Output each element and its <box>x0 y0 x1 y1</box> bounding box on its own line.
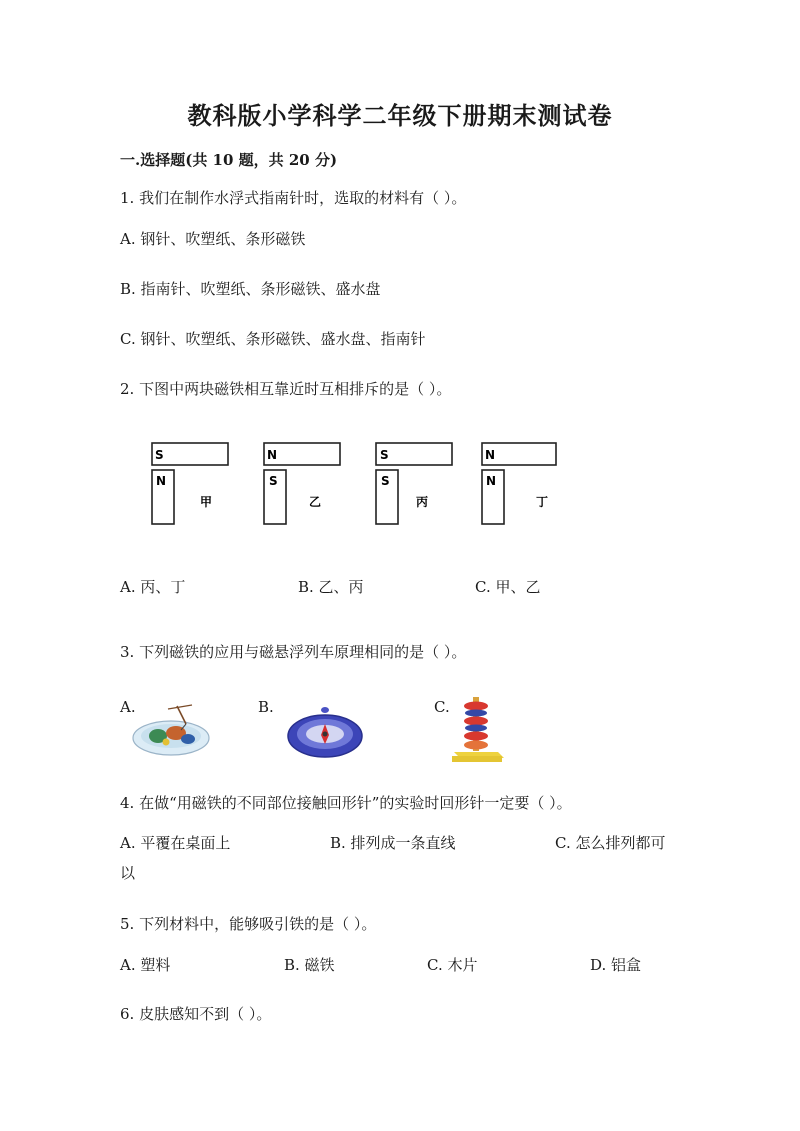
pole-top: S <box>155 448 164 462</box>
q5-option-c: C. 木片 <box>427 956 478 974</box>
q2-option-b: B. 乙、丙 <box>298 578 364 596</box>
q5-option-a: A. 塑料 <box>120 956 171 974</box>
magnet-pairs-figure <box>140 432 580 532</box>
question-1: 1. 我们在制作水浮式指南针时，选取的材料有（ ）。 <box>120 189 467 207</box>
q4-option-b: B. 排列成一条直线 <box>330 834 456 852</box>
q4-option-c: C. 怎么排列都可 <box>555 834 666 852</box>
q5-option-b: B. 磁铁 <box>284 956 335 974</box>
question-6: 6. 皮肤感知不到（ ）。 <box>120 1005 272 1023</box>
figure-label: 乙 <box>309 495 322 509</box>
pole-bottom: S <box>381 474 390 488</box>
magnet-figure-yi <box>264 443 340 524</box>
q3-option-c: C. <box>434 698 450 716</box>
pole-bottom: N <box>486 474 497 488</box>
compass-image <box>285 704 365 762</box>
q2-option-a: A. 丙、丁 <box>120 578 186 596</box>
q1-option-a: A. 钢针、吹塑纸、条形磁铁 <box>120 230 306 248</box>
question-5: 5. 下列材料中，能够吸引铁的是（ ）。 <box>120 915 377 933</box>
q4-option-a: A. 平覆在桌面上 <box>120 834 231 852</box>
floating-compass-dish-image <box>130 700 212 760</box>
figure-label: 丁 <box>536 495 549 509</box>
figure-label: 甲 <box>200 495 213 509</box>
q1-option-b: B. 指南针、吹塑纸、条形磁铁、盛水盘 <box>120 280 381 298</box>
pole-bottom: N <box>156 474 167 488</box>
question-3: 3. 下列磁铁的应用与磁悬浮列车原理相同的是（ ）。 <box>120 643 467 661</box>
section-heading: 一.选择题(共 10 题，共 20 分) <box>120 151 338 169</box>
figure-label: 丙 <box>416 495 429 509</box>
pole-bottom: S <box>269 474 278 488</box>
q1-option-c: C. 钢针、吹塑纸、条形磁铁、盛水盘、指南针 <box>120 330 426 348</box>
q3-option-b: B. <box>258 698 274 716</box>
magnet-figure-bing <box>376 443 452 524</box>
q2-option-c: C. 甲、乙 <box>475 578 541 596</box>
page-title: 教科版小学科学二年级下册期末测试卷 <box>187 101 613 130</box>
magnet-figure-jia <box>152 443 228 524</box>
q3-option-a: A. <box>120 698 136 716</box>
q5-option-d: D. 铝盒 <box>590 956 642 974</box>
pole-top: N <box>485 448 496 462</box>
q4-option-c-continuation: 以 <box>120 864 136 882</box>
pole-top: S <box>380 448 389 462</box>
floating-ring-magnets-image <box>446 694 508 764</box>
magnet-figure-ding <box>482 443 556 524</box>
question-4: 4. 在做“用磁铁的不同部位接触回形针”的实验时回形针一定要（ ）。 <box>120 794 572 812</box>
pole-top: N <box>267 448 278 462</box>
question-2: 2. 下图中两块磁铁相互靠近时互相排斥的是（ ）。 <box>120 380 452 398</box>
